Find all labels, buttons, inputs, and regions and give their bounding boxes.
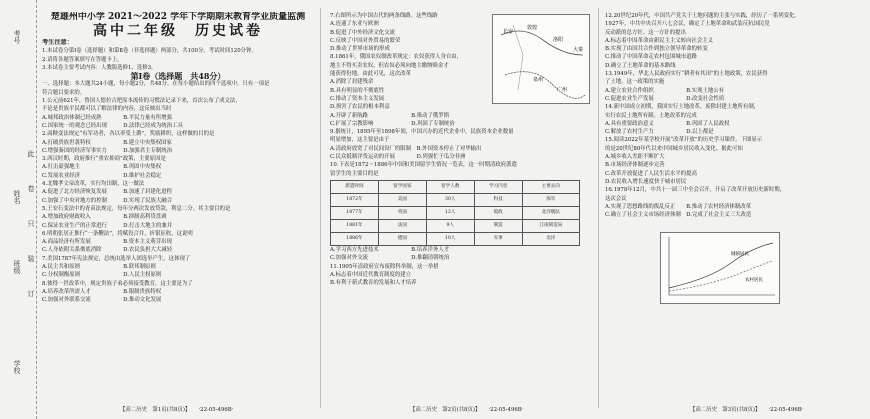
column-divider [320,8,321,408]
question-line: C.国家统一的观念已经出现 D.法律已经成为统治工具 [42,122,183,129]
question-line: B.市场经济体制逐步完善 [605,162,665,169]
margin-label-exam-no: 考号 [13,30,21,44]
map-place-label: 泉州 [533,77,544,83]
margin-seal-char: 装 [27,255,35,262]
table-cell: 9人 [426,219,474,232]
table-header-cell: 派遣时间 [331,180,379,193]
question-line: 13.1949年，华北人民政府实行“耕者有其田”的土地政策，农民获得 [605,71,768,78]
question-line: C.扩展了宗教影响 D.巩固了专制统治 [330,120,455,127]
question-line: C.解放了农村生产力 D.以上都是 [605,129,714,136]
route-map [492,14,590,104]
question-text-block [605,12,865,219]
table-row [331,232,580,245]
question-line: C.加强对外交流 D.推翻清朝统治 [330,255,450,262]
question-line: B.促进了中外经济文化交流 [330,29,395,36]
map-route-line [501,31,583,55]
question-line: 1927年，中共中央召开八七会议，确定了土地革命和武装反抗国民党 [605,21,770,28]
margin-seal-char: 此 [27,150,35,157]
question-line: C.加强了中央对地方的控制 D.实现了民族大融合 [42,197,173,204]
table-header-cell: 留学国家 [378,180,426,193]
question-line: 11.1905年清政府宣布废除科举制，这一举措 [330,263,439,270]
question-line: 8.彼得一世改革中，规定贵族子弟必须接受教育，这主要是为了 [42,280,193,287]
table-cell: 北洋舰队 [522,206,579,219]
question-line: D.农民收入增长速度快于城市居民 [605,178,687,185]
table-cell: 北洋 [522,232,579,245]
map-place-label: 敦煌 [527,25,538,31]
table-header-cell: 主要去向 [522,180,579,193]
question-line: 9.据统计，1895年至1898年间，中国兴办的近代企业中，民族资本企业数量 [330,129,514,136]
question-line: C.改革开放促进了人民生活水平的提高 [605,170,697,177]
page-three-column [605,12,865,407]
question-line: A.民主共和原则 B.联邦制原则 [42,264,156,271]
graph-label-urban: 城镇居民 [731,252,749,257]
margin-seal-char: 只 [27,220,35,227]
students-table [330,180,580,246]
question-line: C.增强秦国的经济军事实力 D.加强君主专制统治 [42,147,173,154]
question-line: 符合题目要求的。 [42,89,86,96]
question-line: C.推动了中国革命走农村包围城市道路 [605,54,697,61]
question-line: A.标志着中国近代教育制度的建立 [330,271,412,278]
page-footer: 【高二历史 第2页(共8页)】 ·22-05-496B· [410,407,524,413]
students-table-wrap [330,180,580,246]
margin-label-class: 班级 [13,260,21,274]
question-line: C.民众抵制洋货运动的开展 D.列强忙于瓜分非洲 [330,154,466,161]
table-cell: 英国 [378,206,426,219]
question-line: 12.20世纪20年代，中国共产党关于土地问题的主张与实践，经历了一系列变化。 [605,13,800,19]
question-line: C.保证农业生产的正常进行 D.打击大地主的兼并 [42,222,173,229]
table-cell: 船政 [474,206,522,219]
question-line: 一、选择题：本大题共24小题，每小题2分，共48分。在每小题给出的四个选项中，只有一项是 [42,81,270,88]
question-line: A.促进了北方经济恢复发展 B.加速了封建化进程 [42,189,172,196]
section-heading: 第Ⅰ卷（选择题 共48分） [130,72,226,81]
question-line: D.损害了农民的根本利益 [330,104,390,111]
question-line: C.加强对外联系交流 D.推动文化发展 [42,297,162,304]
question-line: 16.1978年12月，中共十一届三中全会召开，开启了改革开放历史新时期， [605,187,786,194]
notice-line: 1.本试卷分第Ⅰ卷（选择题）和第Ⅱ卷（非选择题）两部分，共100分。考试时间120分钟。 [42,48,257,55]
question-line: 1.公元前621年，鲁国人德拉古把原本流传的习惯法记录下来，首次公布了成文法， [42,98,241,105]
question-line: C.分权制衡原则 D.人民主权原则 [42,272,162,279]
question-line: A.开辟了新航路 B.推动了俄罗斯 [330,112,450,119]
table-cell: 美国 [378,193,426,206]
question-text-block [330,246,592,287]
table-row [331,219,580,232]
question-line: D.推动了世界市场的形成 [330,46,390,53]
question-line: C.确立了社会主义市场经济体制 D.完成了社会主义三大改造 [605,212,752,219]
question-line: 留学生的主要目的是 [330,170,379,177]
income-graph [660,232,780,304]
question-line: A.标志着中国革命由新民主主义转向社会主义 [605,37,714,44]
page-footer: 【高二历史 第1页(共8页)】 ·22-05-496B· [120,407,234,413]
margin-label-school: 学校 [13,360,21,374]
page-one-column [42,12,314,407]
question-line: 能获得份地。由此可见，这次改革 [330,71,411,78]
question-text-block [42,80,314,304]
table-cell: 10人 [426,232,474,245]
table-cell: 1877年 [331,206,379,219]
question-line: 8.1861年，俄国农奴制改革规定：农奴获得人身自由， [330,54,463,61]
notice-line: 2.请将各题答案填写在答题卡上。 [42,56,123,63]
table-cell: 海军 [522,193,579,206]
table-header-row [331,180,580,193]
map-place-label: 广州 [557,87,568,93]
question-line: D.确立了土地革命的基本路线 [605,62,676,69]
graph-line-rural [669,261,773,291]
question-line: 14.新中国成立初期，我国实行土地改革，废除封建土地所有制， [605,104,760,111]
question-line: 的是20世纪80年代以来中国城乡居民收入变化。据此可知 [605,145,743,152]
question-line: 10.下表是1872～1886年中国和美国留学生情况一览表，这一时期清政府派遣 [330,162,517,169]
question-line: 实行农民土地所有制。土地改革的完成 [605,112,697,119]
question-line: C.反映了中国对外贸易的繁荣 [330,37,401,44]
column-divider [598,8,599,408]
question-line: A.具有重要政治意义 B.巩固了人民政权 [605,120,730,127]
map-place-label: 洛阳 [553,37,564,43]
table-cell: 军事 [474,232,522,245]
question-line: A.消除了封建残余 [330,79,374,86]
income-graph-svg [661,233,779,303]
question-line: 这次会议 [605,195,627,202]
question-line: A.学习西方先进技术 B.培养洋务人才 [330,246,450,253]
table-row [331,206,580,219]
table-header-cell: 学习内容 [474,180,522,193]
table-cell: 德国 [378,232,426,245]
question-line: 2.商鞅变法规定“有军功者，各以率受上爵”，奖励耕织，这样做的目的是 [42,131,215,138]
map-route-line [505,72,585,99]
question-line: A.连通了东亚与欧洲 [330,21,379,28]
question-line: 3.西汉时期，政府推行“重农抑商”政策，主要原因是 [42,156,166,163]
map-place-label: 长安 [503,29,514,35]
question-line: C.促进农业生产发展 D.改变社会性质 [605,95,725,102]
table-cell: 制造 [474,219,522,232]
table-header-cell: 留学人数 [426,180,474,193]
question-line: A.培养改革所需人才 B.限制贵族特权 [42,288,162,295]
map-place-label: 大秦 [573,47,584,53]
question-line: B.有利于新式教育的发展和人才培养 [330,280,417,287]
table-cell: 1881年 [331,219,379,232]
question-line: C.人身依附关系彻底消除 D.农民负担大大减轻 [42,247,173,254]
question-line: 不论是贵族平民都可以了解法律的内容，这反映出当时 [42,106,172,113]
question-line: A.打破贵族世袭特权 B.建立中央集权国家 [42,139,172,146]
margin-seal-char: 卷 [27,185,35,192]
table-cell: 法国 [378,219,426,232]
margin-seal-char: 订 [27,290,35,297]
page-footer: 【高二历史 第3页(共8页)】 ·22-05-496B· [690,407,804,413]
binding-margin [0,0,37,419]
question-line: B.具有明显的不彻底性 [330,87,385,94]
question-line: A.打击豪强地主 B.巩固中央集权 [42,164,162,171]
question-line: 15.阅读2022年某学校开展“改革开放”的历史学习课件。下图显示 [605,137,763,144]
question-line: A.城乡收入差距不断扩大 [605,154,665,161]
question-line: 7.右图所示为中国古代的两条线路。这些线路 [330,13,438,19]
question-line: 反动派的总方针。这一方针的提出 [605,29,686,36]
question-line: 了土地。这一政策的实施 [605,79,665,86]
question-line: A.建立农业合作组织 B.实现土地公有 [605,87,725,94]
table-cell: 12人 [426,206,474,219]
notice-heading: 考生注意： [42,39,73,46]
question-line: 4.北魏孝文帝改革，实行均田制，这一做法 [42,181,145,188]
question-line: C.发展农业经济 D.维护社会稳定 [42,172,162,179]
question-line: B.实现了由国共合作到独立领导革命的转变 [605,46,708,53]
graph-label-rural: 农村居民 [745,278,763,283]
route-map-svg [493,15,589,103]
question-line: C.推动了资本主义发展 [330,95,385,102]
question-line: A.实现了思想路线的拨乱反正 B.推动了农村经济体制改革 [605,203,752,210]
question-line: 7.美国1787年宪法规定，总统由选举人团选举产生，这体现了 [42,255,191,262]
table-cell: 30人 [426,193,474,206]
notice-line: 3.本试卷主要考试内容：人教版选修1、选修3。 [42,64,157,71]
question-line: A.增加政府财政收入 B.抑制高利贷盘剥 [42,214,167,221]
question-line: 6.明朝张居正推行“一条鞭法”，将赋役合并，折银征收，这说明 [42,230,193,237]
question-line: 明显增加，这主要是由于 [330,137,390,144]
question-line: A.清政府放宽了对民间设厂的限制 B.外国资本停止了对华输出 [330,145,482,152]
exam-title: 楚雄州中小学 2021～2022 学年下学期期末教育学业质量监测 [50,12,306,22]
table-cell: 科技 [474,193,522,206]
question-line: A.城邦政治体制已经成熟 B.平民力量有所增强 [42,114,172,121]
map-coastline [513,25,523,90]
question-line: A.商品经济有所发展 B.资本主义萌芽出现 [42,239,172,246]
question-line: 地主不得买卖农奴，但农奴必须向地主缴纳赎金才 [330,62,449,69]
exam-subtitle: 高中二年级 历史试卷 [93,23,263,39]
margin-label-name: 姓名 [13,190,21,204]
table-cell: 1872年 [331,193,379,206]
question-line: 5.王安石变法中的青苗法规定，每年分两次发放贷款，利息二分。其主要目的是 [42,205,231,212]
table-cell: 1886年 [331,232,379,245]
table-row [331,193,580,206]
table-cell: 江南制造局 [522,219,579,232]
